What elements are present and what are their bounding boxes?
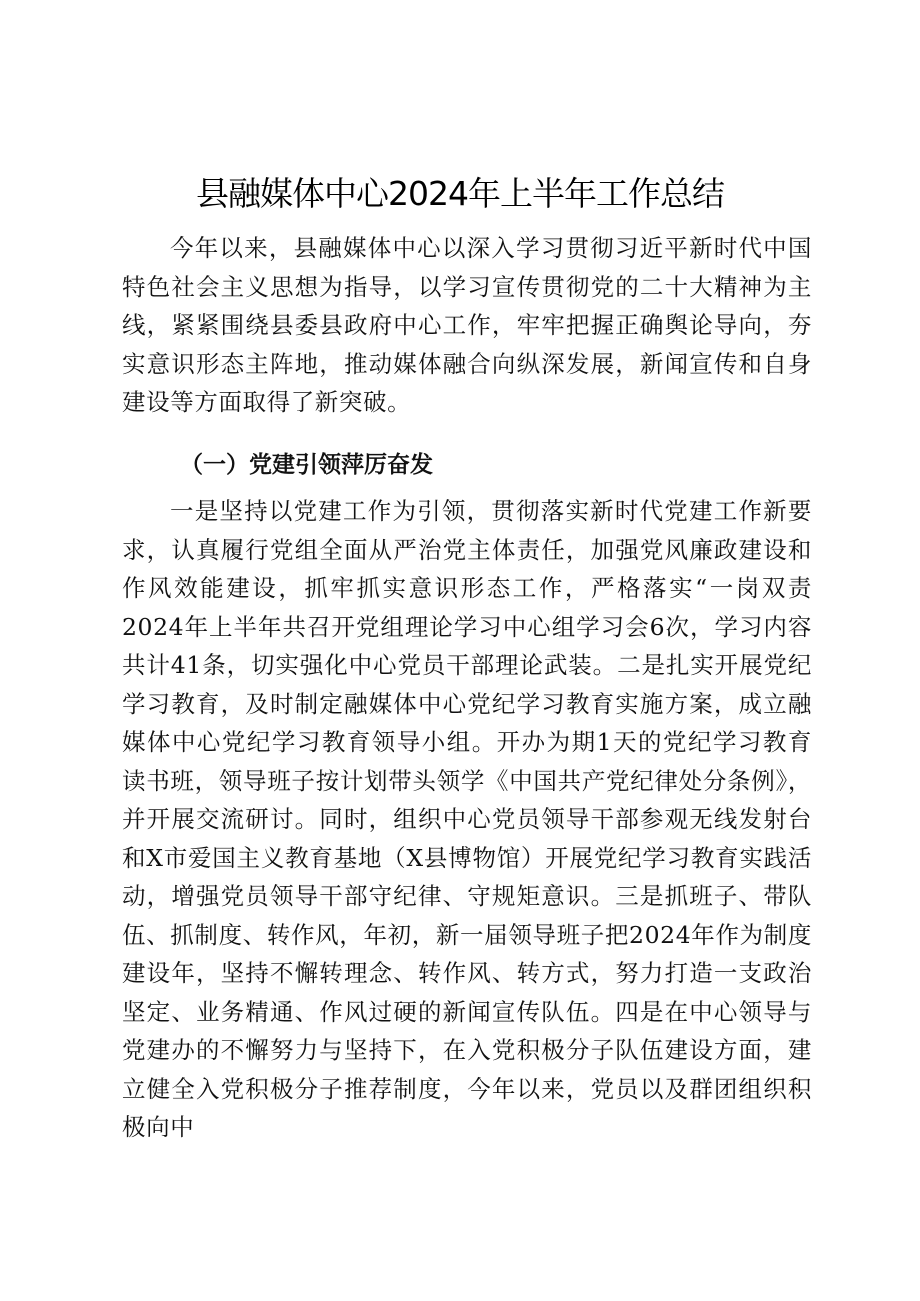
body-paragraph: 一是坚持以党建工作为引领，贯彻落实新时代党建工作新要求，认真履行党组全面从严治党主体责任，加强党风廉政建设和作风效能建设，抓牢抓实意识形态工作，严格落实“一岗双责2024年上半年共召开党组理论学习中心组学习会6次，学习内容共计41条，切实强化中心党员干部理论武装。二是扎实开展党纪学习教育，及时制定融媒体中心党纪学习教育实施方案，成立融媒体中心党纪学习教育领导小组。开办为期1天的党纪学习教育读书班，领导班子按计划带头领学《中国共产党纪律处分条例》，并开展交流研讨。同时，组织中心党员领导干部参观无线发射台和X市爱国主义教育基地（X县博物馆）开展党纪学习教育实践活动，增强党员领导干部守纪律、守规矩意识。三是抓班子、带队伍、抓制度、转作风，年初，新一届领导班子把2024年作为制度建设年，坚持不懈转理念、转作风、转方式，努力打造一支政治坚定、业务精通、作风过硬的新闻宣传队伍。四是在中心领导与党建办的不懈努力与坚持下，在入党积极分子队伍建设方面，建立健全入党积极分子推荐制度，今年以来，党员以及群团组织积极向中 bbox=[122, 497, 812, 1141]
intro-paragraph: 今年以来，县融媒体中心以深入学习贯彻习近平新时代中国特色社会主义思想为指导，以学习宣传贯彻党的二十大精神为主线，紧紧围绕县委县政府中心工作，牢牢把握正确舆论导向，夯实意识形态主阵地，推动媒体融合向纵深发展，新闻宣传和自身建设等方面取得了新突破。 bbox=[122, 234, 812, 416]
section-heading: （一）党建引领萍厉奋发 bbox=[180, 452, 433, 478]
document-title: 县融媒体中心2024年上半年工作总结 bbox=[196, 174, 724, 213]
